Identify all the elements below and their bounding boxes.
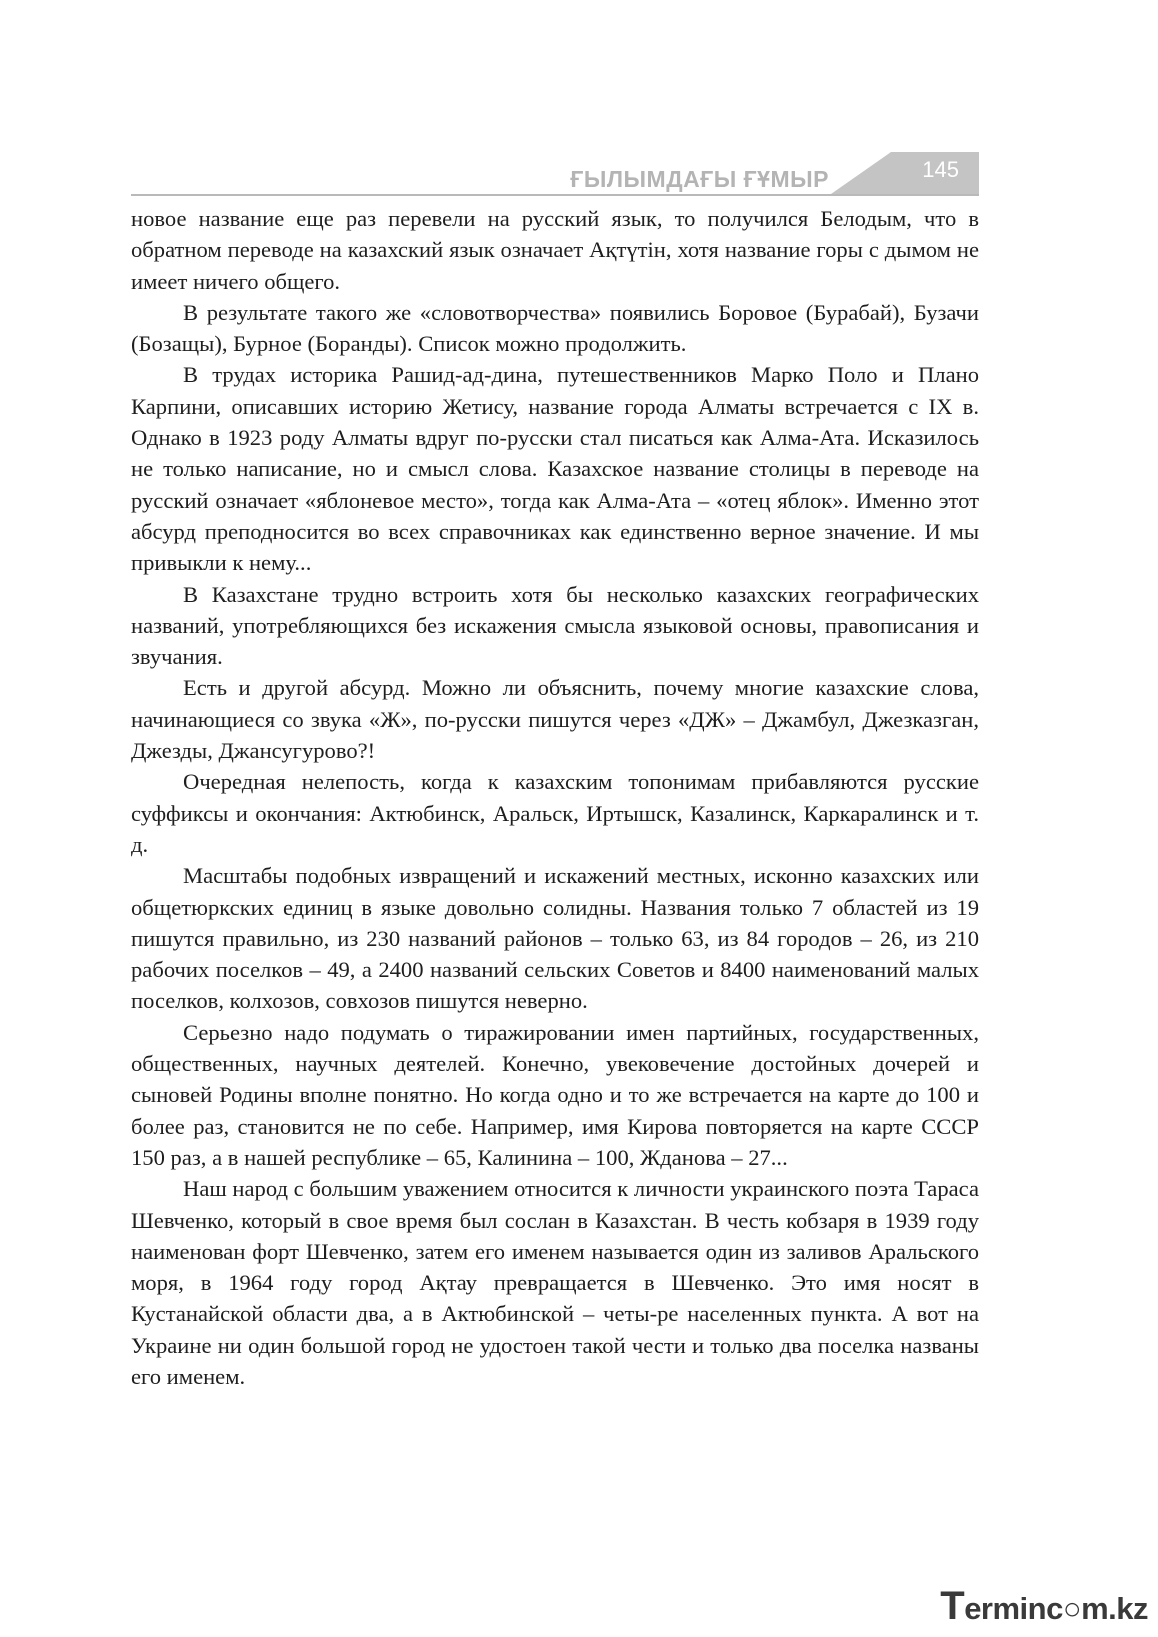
paragraph: В Казахстане трудно встроить хотя бы несколько казахских географических названий, употребляющихся без искажения смысла языковой основы, правописания и звучания. xyxy=(131,581,979,670)
watermark-text: erminc○m.kz xyxy=(964,1591,1148,1626)
paragraph: Масштабы подобных извращений и искажений местных, исконно казахских или общетюркских единиц в языке довольно солидны. Названия только 7 областей из 19 пишутся правильно, из 230 названий районов – только 63, из 84 городов – 26, из 210 рабочих поселков – 49, а 2400 названий сельских Советов и 8400 наименований малых поселков, колхозов, совхозов пишутся неверно. xyxy=(131,863,979,1014)
header-rule xyxy=(131,194,979,196)
watermark-initial: T xyxy=(940,1584,965,1628)
paragraph: В трудах историка Рашид-ад-дина, путешественников Марко Поло и Плано Карпини, описавших историю Жетису, название города Алматы встречается с IX в. Однако в 1923 роду Алматы вдруг по-русски стал писаться как Алма-Ата. Исказилось не только написание, но и смысл слова. Казахское название столицы в переводе на русский означает «яблоневое место», тогда как Алма-Ата – «отец яблок». Именно этот абсурд преподносится во всех справочниках как единственно верное значение. И мы привыкли к нему... xyxy=(131,362,979,576)
page-number: 145 xyxy=(922,157,959,182)
paragraph: Очередная нелепость, когда к казахским топонимам прибавляются русские суффиксы и окончания: Актюбинск, Аральск, Иртышск, Казалинск, Каркаралинск и т. д. xyxy=(131,769,979,857)
paragraph: новое название еще раз перевели на русский язык, то получился Белодым, что в обратном переводе на казахский язык означает Ақтүтін, хотя название горы с дымом не имеет ничего общего. xyxy=(131,206,979,294)
paragraph: Наш народ с большим уважением относится к личности украинского поэта Тараса Шевченко, который в свое время был сослан в Казахстан. В честь кобзаря в 1939 году наименован форт Шевченко, затем его именем называется один из заливов Аральского моря, в 1964 году город Ақтау превращается в Шевченко. Это имя носят в Кустанайской области два, а в Актюбинской – четы-ре населенных пункта. А вот на Украине ни один большой город не удостоен такой чести и только два поселка названы его именем. xyxy=(131,1176,979,1389)
header-wedge-decoration xyxy=(831,152,891,194)
site-watermark xyxy=(940,1584,1148,1629)
page-number-tab xyxy=(891,152,979,194)
paragraph: В результате такого же «словотворчества» появились Боровое (Бурабай), Бузачи (Бозащы), Бурное (Боранды). Список можно продолжить. xyxy=(131,299,979,357)
paragraph: Серьезно надо подумать о тиражировании имен партийных, государственных, общественных, научных деятелей. Конечно, увековечение достойных дочерей и сыновей Родины вполне понятно. Но когда одно и то же встречается на карте до 100 и более раз, становится не по себе. Например, имя Кирова повторяется на карте СССР 150 раз, а в нашей республике – 65, Калинина – 100, Жданова – 27... xyxy=(131,1019,979,1170)
running-title: ҒЫЛЫМДАҒЫ ҒҰМЫР xyxy=(570,166,829,192)
running-header xyxy=(131,150,979,196)
paragraph: Есть и другой абсурд. Можно ли объяснить, почему многие казахские слова, начинающиеся со звука «Ж», по-русски пишутся через «ДЖ» – Джамбул, Джезказган, Джезды, Джансугурово?! xyxy=(131,675,979,764)
body-text xyxy=(131,203,979,1392)
